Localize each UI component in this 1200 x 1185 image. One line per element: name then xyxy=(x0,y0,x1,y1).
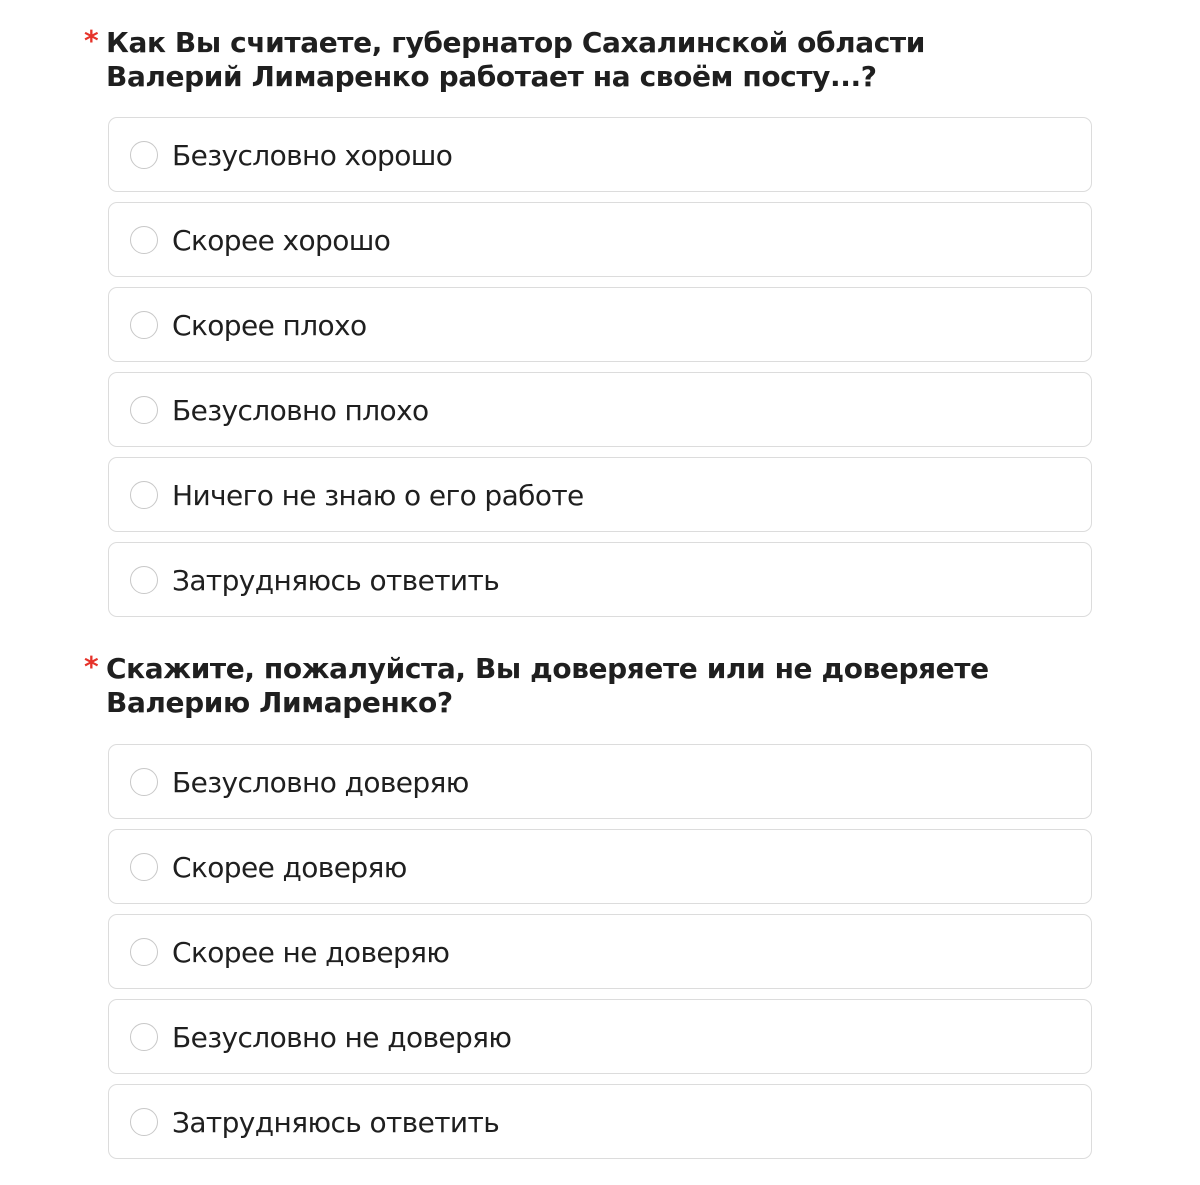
option-radio[interactable] xyxy=(108,117,1092,192)
option-radio[interactable] xyxy=(108,372,1092,447)
question-title-text: Скажите, пожалуйста, Вы доверяете или не доверяете Валерию Лимаренко? xyxy=(106,652,989,719)
option-label: Скорее доверяю xyxy=(172,851,407,884)
question-title xyxy=(84,650,1066,720)
radio-circle-icon[interactable] xyxy=(130,481,158,509)
option-radio[interactable] xyxy=(108,829,1092,904)
option-label: Ничего не знаю о его работе xyxy=(172,479,584,512)
option-label: Безусловно плохо xyxy=(172,394,429,427)
option-label: Безусловно доверяю xyxy=(172,766,469,799)
radio-circle-icon[interactable] xyxy=(130,396,158,424)
radio-circle-icon[interactable] xyxy=(130,938,158,966)
radio-circle-icon[interactable] xyxy=(130,311,158,339)
option-label: Затрудняюсь ответить xyxy=(172,1106,500,1139)
option-label: Скорее не доверяю xyxy=(172,936,450,969)
required-asterisk: * xyxy=(84,24,99,57)
option-label: Затрудняюсь ответить xyxy=(172,564,500,597)
option-label: Скорее плохо xyxy=(172,309,367,342)
option-radio[interactable] xyxy=(108,999,1092,1074)
required-asterisk: * xyxy=(84,650,99,683)
option-radio[interactable] xyxy=(108,287,1092,362)
radio-circle-icon[interactable] xyxy=(130,768,158,796)
option-label: Безусловно не доверяю xyxy=(172,1021,512,1054)
question-title xyxy=(84,24,1066,94)
option-radio[interactable] xyxy=(108,457,1092,532)
radio-circle-icon[interactable] xyxy=(130,1108,158,1136)
option-radio[interactable] xyxy=(108,542,1092,617)
option-radio[interactable] xyxy=(108,744,1092,819)
radio-circle-icon[interactable] xyxy=(130,853,158,881)
radio-circle-icon[interactable] xyxy=(130,141,158,169)
option-label: Скорее хорошо xyxy=(172,224,391,257)
option-radio[interactable] xyxy=(108,914,1092,989)
option-radio[interactable] xyxy=(108,1084,1092,1159)
option-radio[interactable] xyxy=(108,202,1092,277)
radio-circle-icon[interactable] xyxy=(130,226,158,254)
question-title-text: Как Вы считаете, губернатор Сахалинской области Валерий Лимаренко работает на своём посту...? xyxy=(106,26,925,93)
option-label: Безусловно хорошо xyxy=(172,139,453,172)
radio-circle-icon[interactable] xyxy=(130,566,158,594)
radio-circle-icon[interactable] xyxy=(130,1023,158,1051)
